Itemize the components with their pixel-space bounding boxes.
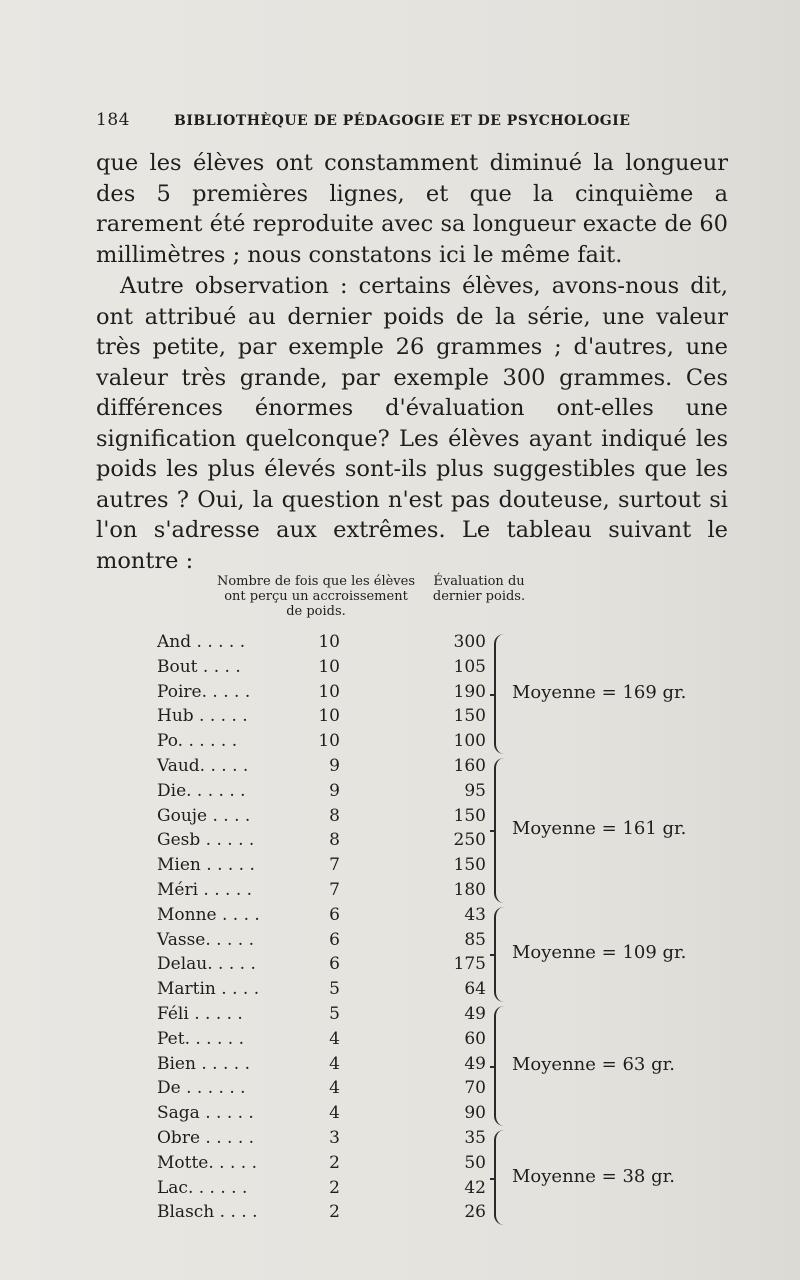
student-name: Mien . . . . .	[157, 855, 255, 876]
student-name: Bien . . . . .	[157, 1053, 250, 1074]
increase-count: 2	[329, 1152, 340, 1173]
student-name: Poire. . . . .	[157, 681, 251, 702]
last-weight-evaluation: 175	[453, 954, 486, 975]
last-weight-evaluation: 180	[453, 880, 486, 900]
last-weight-evaluation: 42	[464, 1177, 486, 1198]
count-column-header: Nombre de fois que les élèves ont perçu un accroissement de poids.	[216, 574, 416, 619]
increase-count: 2	[329, 1177, 340, 1198]
table-row	[0, 1202, 800, 1227]
table-row	[0, 1029, 800, 1054]
increase-count: 4	[329, 1078, 340, 1099]
table-row	[0, 1153, 800, 1178]
student-name: Die. . . . . .	[157, 780, 246, 801]
student-name: Vasse. . . . .	[157, 929, 254, 950]
last-weight-evaluation: 150	[453, 805, 486, 826]
last-weight-evaluation: 300	[453, 632, 486, 652]
table-row	[0, 855, 800, 880]
increase-count: 5	[329, 979, 340, 1000]
last-weight-evaluation: 100	[453, 731, 486, 752]
last-weight-evaluation: 43	[464, 904, 486, 925]
student-name: Blasch . . . .	[157, 1202, 258, 1223]
student-name: Saga . . . . .	[157, 1103, 254, 1124]
evaluation-column-header: Évaluation du dernier poids.	[432, 574, 526, 604]
last-weight-evaluation: 49	[464, 1004, 486, 1024]
table-row	[0, 706, 800, 731]
student-name: Motte. . . . .	[157, 1152, 257, 1173]
student-name: Vaud. . . . .	[157, 756, 249, 776]
last-weight-evaluation: 190	[453, 681, 486, 702]
page-number: 184	[96, 110, 130, 130]
student-name: Bout . . . .	[157, 656, 241, 677]
table-row	[0, 1004, 800, 1029]
increase-count: 4	[329, 1103, 340, 1124]
last-weight-evaluation: 150	[453, 855, 486, 876]
running-title: BIBLIOTHÈQUE DE PÉDAGOGIE ET DE PSYCHOLOGIE	[174, 113, 631, 129]
last-weight-evaluation: 160	[453, 756, 486, 776]
last-weight-evaluation: 150	[453, 706, 486, 727]
increase-count: 10	[318, 706, 340, 727]
student-name: Méri . . . . .	[157, 880, 253, 900]
increase-count: 10	[318, 656, 340, 677]
table-row	[0, 1178, 800, 1203]
group-brace	[494, 634, 508, 754]
paragraph-2: Autre observation : certains élèves, avons-nous dit, ont attribué au dernier poids de la série, une valeur très petite, par exemple 26 grammes ; d'autres, une valeur très grande, par exemple 300 grammes. Ces différences énormes d'évaluation ont-elles une signification quelconque? Les élèves ayant indiqué les poids les plus élevés sont-ils plus suggestibles que les autres ? Oui, la question n'est pas douteuse, surtout si l'on s'adresse aux extrêmes. Le tableau suivant le montre :	[96, 273, 728, 574]
table-row	[0, 979, 800, 1004]
increase-count: 4	[329, 1053, 340, 1074]
last-weight-evaluation: 64	[464, 979, 486, 1000]
student-name: Gesb . . . . .	[157, 830, 255, 851]
group-brace	[494, 1006, 508, 1126]
table-row	[0, 756, 800, 781]
increase-count: 6	[329, 954, 340, 975]
student-name: Gouje . . . .	[157, 805, 251, 826]
table-row	[0, 1128, 800, 1153]
increase-count: 5	[329, 1004, 340, 1024]
increase-count: 9	[329, 780, 340, 801]
increase-count: 4	[329, 1028, 340, 1049]
last-weight-evaluation: 95	[464, 780, 486, 801]
student-name: Monne . . . .	[157, 904, 260, 925]
increase-count: 2	[329, 1202, 340, 1223]
group-average-label: Moyenne = 169 gr.	[512, 682, 687, 703]
group-average-label: Moyenne = 63 gr.	[512, 1054, 675, 1075]
last-weight-evaluation: 85	[464, 929, 486, 950]
student-name: Delau. . . . .	[157, 954, 256, 975]
last-weight-evaluation: 60	[464, 1028, 486, 1049]
increase-count: 10	[318, 681, 340, 702]
student-name: Martin . . . .	[157, 979, 260, 1000]
student-name: De . . . . . .	[157, 1078, 246, 1099]
increase-count: 6	[329, 929, 340, 950]
last-weight-evaluation: 50	[464, 1152, 486, 1173]
last-weight-evaluation: 90	[464, 1103, 486, 1124]
table-row	[0, 1078, 800, 1103]
last-weight-evaluation: 49	[464, 1053, 486, 1074]
table-row	[0, 1054, 800, 1079]
group-brace	[494, 758, 508, 903]
last-weight-evaluation: 105	[453, 656, 486, 677]
student-name: Lac. . . . . .	[157, 1177, 248, 1198]
last-weight-evaluation: 250	[453, 830, 486, 851]
table-row	[0, 657, 800, 682]
group-average-label: Moyenne = 109 gr.	[512, 942, 687, 964]
group-brace	[494, 907, 508, 1002]
student-name: Hub . . . . .	[157, 706, 248, 727]
increase-count: 10	[318, 632, 340, 652]
increase-count: 8	[329, 805, 340, 826]
increase-count: 7	[329, 880, 340, 900]
table-row	[0, 905, 800, 930]
table-row	[0, 632, 800, 657]
paragraph-1: que les élèves ont constamment diminué la longueur des 5 premières lignes, et que la cinquième a rarement été reproduite avec sa longueur exacte de 60 millimètres ; nous constatons ici le même fait.	[96, 150, 728, 268]
last-weight-evaluation: 70	[464, 1078, 486, 1099]
student-name: Féli . . . . .	[157, 1004, 243, 1024]
table-row	[0, 1103, 800, 1128]
student-name: Obre . . . . .	[157, 1128, 255, 1148]
student-name: And . . . . .	[157, 632, 246, 652]
increase-count: 8	[329, 830, 340, 851]
last-weight-evaluation: 26	[464, 1202, 486, 1223]
group-average-label: Moyenne = 161 gr.	[512, 818, 687, 840]
table-row	[0, 880, 800, 905]
group-average-label: Moyenne = 38 gr.	[512, 1165, 675, 1187]
increase-count: 3	[329, 1128, 340, 1148]
increase-count: 10	[318, 731, 340, 752]
increase-count: 9	[329, 756, 340, 776]
running-header	[96, 110, 716, 134]
increase-count: 6	[329, 904, 340, 925]
student-name: Po. . . . . .	[157, 731, 238, 752]
group-brace	[494, 1130, 508, 1225]
increase-count: 7	[329, 855, 340, 876]
table-row	[0, 781, 800, 806]
student-name: Pet. . . . . .	[157, 1028, 245, 1049]
last-weight-evaluation: 35	[464, 1128, 486, 1148]
table-row	[0, 731, 800, 756]
